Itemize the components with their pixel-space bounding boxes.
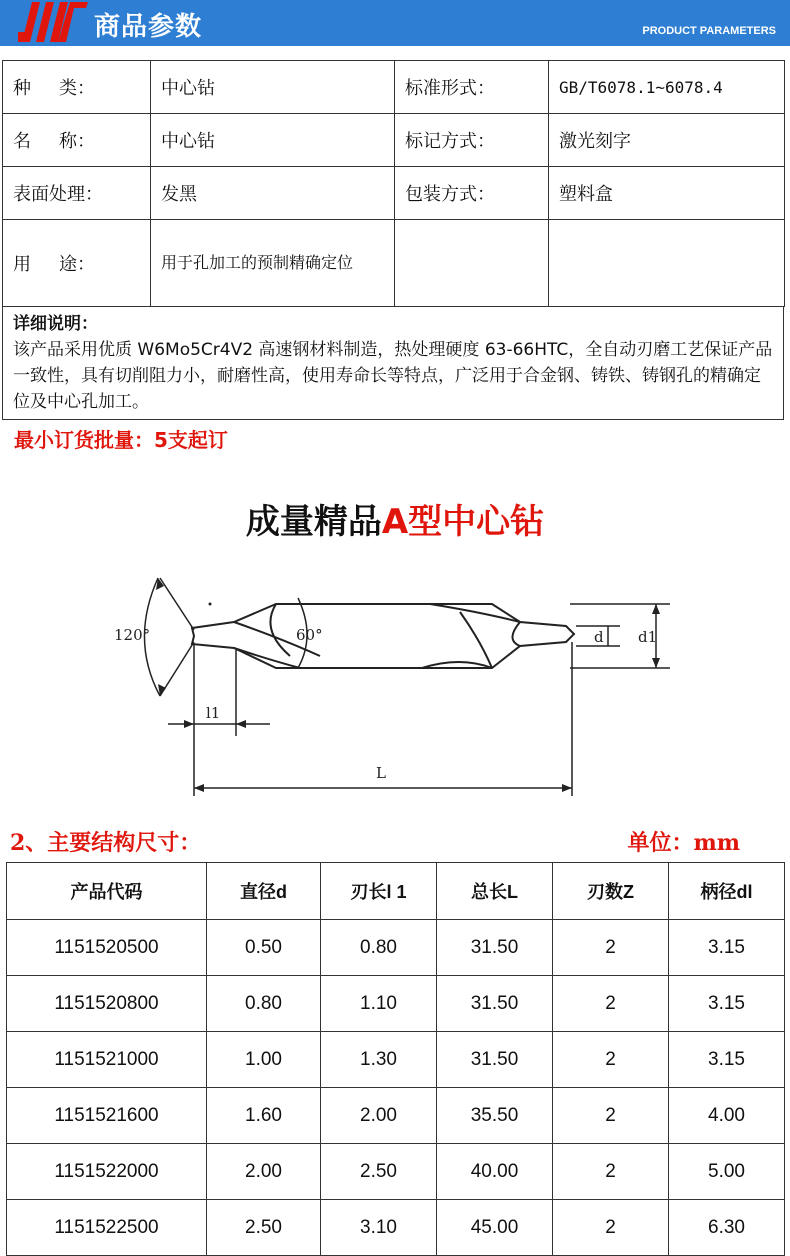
spec-cell: 3.10 [321,1200,437,1256]
spec-cell: 45.00 [437,1200,553,1256]
spec-cell: 1151522500 [7,1200,207,1256]
product-title-red: A型中心钻 [381,502,545,542]
section-title: 2、主要结构尺寸： [10,830,202,856]
spec-cell: 0.50 [207,920,321,976]
angle-60-label: 60° [296,626,323,644]
params-row [3,220,785,307]
param-label-packaging: 包装方式： [395,167,549,220]
spec-cell: 1.10 [321,976,437,1032]
L-label: L [376,764,386,782]
spec-cell: 2 [553,1088,669,1144]
header-bar [0,0,790,46]
spec-cell: 31.50 [437,920,553,976]
params-table [2,60,785,307]
param-value-marking: 激光刻字 [549,114,785,167]
d-label: d [594,628,604,646]
param-value-standard: GB/T6078.1~6078.4 [549,61,785,114]
param-label-usage: 用 途： [3,220,151,307]
spec-cell: 1151520500 [7,920,207,976]
spec-cell: 1.30 [321,1032,437,1088]
spec-cell: 2 [553,1200,669,1256]
param-value-packaging: 塑料盒 [549,167,785,220]
param-label-type: 种 类： [3,61,151,114]
spec-header: 总长L [437,863,553,920]
spec-cell: 1.60 [207,1088,321,1144]
detail-box [2,306,784,420]
detail-title: 详细说明： [13,314,98,334]
d1-label: d1 [638,628,658,646]
spec-cell: 2.50 [321,1144,437,1200]
spec-cell: 31.50 [437,976,553,1032]
param-value-surface: 发黑 [151,167,395,220]
table-row [7,1144,785,1200]
params-row [3,167,785,220]
spec-cell: 2 [553,920,669,976]
param-label-marking: 标记方式： [395,114,549,167]
spec-cell: 0.80 [207,976,321,1032]
spec-cell: 35.50 [437,1088,553,1144]
spec-header: 直径d [207,863,321,920]
detail-text: 该产品采用优质 W6Mo5Cr4V2 高速钢材料制造，热处理硬度 63-66HTC，全自动刃磨工艺保证产品一致性，具有切削阻力小，耐磨性高，使用寿命长等特点，广泛用于合金钢、铸铁、铸钢孔的精确定位及中心孔加工。 [13,340,773,412]
spec-table [6,862,785,1256]
table-row [7,1032,785,1088]
spec-cell: 2 [553,1144,669,1200]
param-label-standard: 标准形式： [395,61,549,114]
table-row [7,920,785,976]
param-value-usage: 用于孔加工的预制精确定位 [151,220,395,307]
spec-cell: 1151521000 [7,1032,207,1088]
spec-cell: 4.00 [669,1088,785,1144]
product-title [0,494,790,543]
spec-cell: 3.15 [669,1032,785,1088]
header-title: 商品参数 [94,12,203,42]
spec-cell: 2 [553,976,669,1032]
spec-cell: 2.50 [207,1200,321,1256]
spec-cell: 1.00 [207,1032,321,1088]
spec-header-row [7,863,785,920]
min-order-notice: 最小订货批量：5支起订 [14,428,228,452]
spec-cell: 40.00 [437,1144,553,1200]
unit-label: 单位：mm [627,830,740,856]
angle-120-label: 120° [114,626,151,644]
product-title-black: 成量精品 [245,502,382,542]
l1-label: l1 [206,704,221,722]
spec-cell: 1151520800 [7,976,207,1032]
spec-cell: 2 [553,1032,669,1088]
header-subtitle: PRODUCT PARAMETERS [642,25,776,37]
params-row [3,114,785,167]
spec-cell: 2.00 [321,1088,437,1144]
brand-logo-icon [18,2,88,44]
spec-cell: 5.00 [669,1144,785,1200]
spec-cell: 1151522000 [7,1144,207,1200]
spec-cell: 2.00 [207,1144,321,1200]
spec-header: 刃数Z [553,863,669,920]
param-value-type: 中心钻 [151,61,395,114]
param-label-surface: 表面处理： [3,167,151,220]
spec-cell: 3.15 [669,920,785,976]
spec-cell: 3.15 [669,976,785,1032]
table-row [7,1200,785,1256]
param-label-name: 名 称： [3,114,151,167]
table-row [7,1088,785,1144]
spec-cell: 0.80 [321,920,437,976]
spec-header: 产品代码 [7,863,207,920]
center-drill-diagram [100,560,700,810]
param-label-empty [395,220,549,307]
param-value-name: 中心钻 [151,114,395,167]
params-row [3,61,785,114]
param-value-empty [549,220,785,307]
spec-header: 柄径dl [669,863,785,920]
spec-cell: 6.30 [669,1200,785,1256]
spec-cell: 1151521600 [7,1088,207,1144]
table-row [7,976,785,1032]
spec-cell: 31.50 [437,1032,553,1088]
spec-header: 刃长l 1 [321,863,437,920]
